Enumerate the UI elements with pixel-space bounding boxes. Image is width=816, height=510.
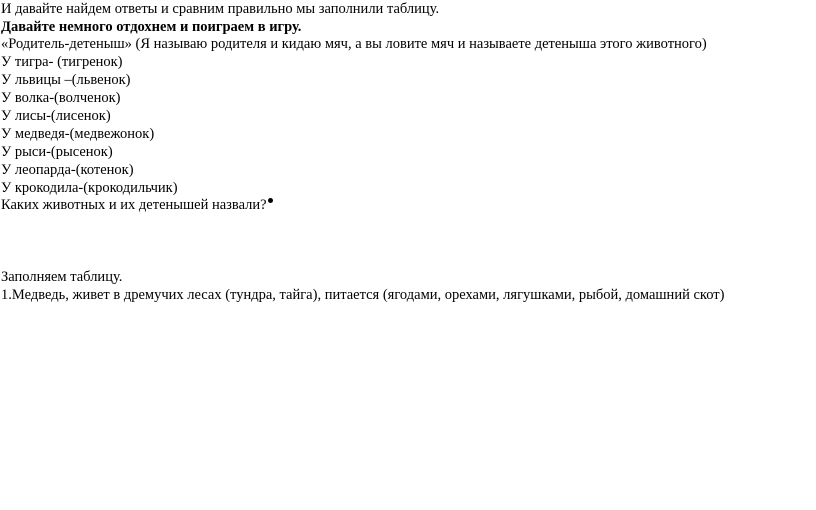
animal-line-crocodile: У крокодила-(крокодильчик) — [1, 180, 178, 196]
intro-text: И давайте найдем ответы и сравним правильно мы заполнили таблицу. — [1, 1, 440, 17]
game-rules-text: «Родитель-детеныш» (Я называю родителя и кидаю мяч, а вы ловите мяч и называете детеныша этого животного) — [1, 36, 707, 52]
animal-line-lynx: У рыси-(рысенок) — [1, 144, 113, 160]
bullet-dot-icon — [268, 198, 273, 203]
animal-line-lioness: У львицы –(львенок) — [1, 72, 131, 88]
animal-line-leopard: У леопарда-(котенок) — [1, 162, 134, 178]
animal-line-fox: У лисы-(лисенок) — [1, 108, 111, 124]
animal-line-tiger: У тигра- (тигренок) — [1, 54, 123, 70]
list-item-bear: 1.Медведь, живет в дремучих лесах (тундра, тайга), питается (ягодами, орехами, лягушками, рыбой, домашний скот) — [1, 287, 725, 303]
question-line — [1, 196, 273, 214]
game-heading: Давайте немного отдохнем и поиграем в игру. — [1, 19, 302, 35]
animal-line-bear: У медведя-(медвежонок) — [1, 126, 155, 142]
fill-table-text: Заполняем таблицу. — [1, 269, 123, 285]
question-text: Каких животных и их детенышей назвали? — [1, 197, 267, 213]
animal-line-wolf: У волка-(волченок) — [1, 90, 121, 106]
